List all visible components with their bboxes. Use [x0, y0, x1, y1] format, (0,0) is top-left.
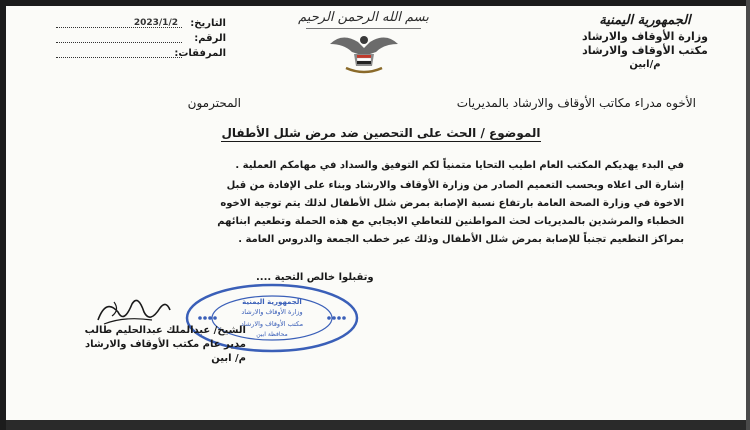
stamp-line-2: وزارة الأوقاف والارشاد — [241, 308, 303, 316]
body-line-5: بمراكز التطعيم تجنباً للإصابة بمرض شلل الأطفال وذلك عبر خطب الجمعة والدروس العامة . — [238, 234, 684, 245]
closing-greeting: وتقبلوا خالص التحية .... — [256, 272, 374, 283]
date-row — [56, 16, 226, 31]
number-label: الرقم: — [194, 33, 226, 44]
date-value: 2023/1/2 — [133, 18, 178, 28]
yemen-eagle-emblem-icon — [324, 26, 404, 76]
number-row — [56, 31, 226, 46]
scan-border-bottom — [0, 420, 750, 430]
attachments-row — [56, 46, 226, 61]
signatory-location: م/ ابين — [211, 353, 246, 364]
body-line-2: إشارة الى اعلاه وبحسب التعميم الصادر من وزارة الأوقاف والارشاد وبناء على الإفادة من قبل — [226, 180, 684, 191]
attachments-label: المرفقات: — [174, 48, 226, 59]
ministry-name: وزارة الأوقاف والارشاد — [581, 30, 708, 43]
office-name: مكتب الأوقاف والارشاد — [582, 44, 708, 57]
addressee-honorific: المحترمون — [187, 96, 241, 110]
scan-border-right — [746, 0, 750, 430]
subject-text: الموضوع / الحث على التحصين ضد مرض شلل الأطفال — [221, 126, 541, 140]
basmala: بسم الله الرحمن الرحيم — [298, 10, 429, 25]
date-dotted-line — [56, 27, 182, 28]
letter-page — [6, 6, 746, 420]
body-line-3: الاخوة في وزارة الصحة العامة بارتفاع نسبة الإصابة بمرض شلل الأطفال لذلك يتم توجية الاخوه — [220, 198, 684, 209]
scan-border-top — [0, 0, 750, 6]
subject-line — [166, 126, 596, 140]
addressee-title: الأخوه مدراء مكاتب الأوقاف والارشاد بالمديريات — [456, 96, 696, 110]
signatory-position: مدير عام مكتب الأوقاف والارشاد — [84, 339, 246, 350]
scan-border-left — [0, 0, 6, 430]
attachments-dotted-line — [56, 57, 182, 58]
governorate-name: م/ابين — [629, 59, 661, 70]
stamp-line-4: محافظة ابين — [256, 331, 288, 338]
letterhead-left — [56, 16, 226, 61]
republic-name: الجمهورية اليمنية — [599, 13, 691, 28]
date-label: التاريخ: — [190, 18, 226, 29]
signatory-name: الشيخ/ عبدالملك عبدالحليم طالب — [84, 325, 246, 336]
number-dotted-line — [56, 42, 182, 43]
stamp-line-3: مكتب الأوقاف والارشاد — [240, 320, 304, 328]
signatory-block — [76, 324, 246, 366]
stamp-line-1: الجمهورية اليمنية — [242, 298, 302, 306]
body-line-4: الخطباء والمرشدين بالمديريات لحث المواطنين للتعاطي الايجابي مع هذه الحملة وتطعيم ابنائهم — [217, 216, 684, 227]
letterhead-right — [582, 12, 708, 72]
body-line-1: في البدء يهديكم المكتب العام اطيب التحايا متمنياً لكم التوفيق والسداد في مهامكم العملية . — [235, 160, 684, 171]
